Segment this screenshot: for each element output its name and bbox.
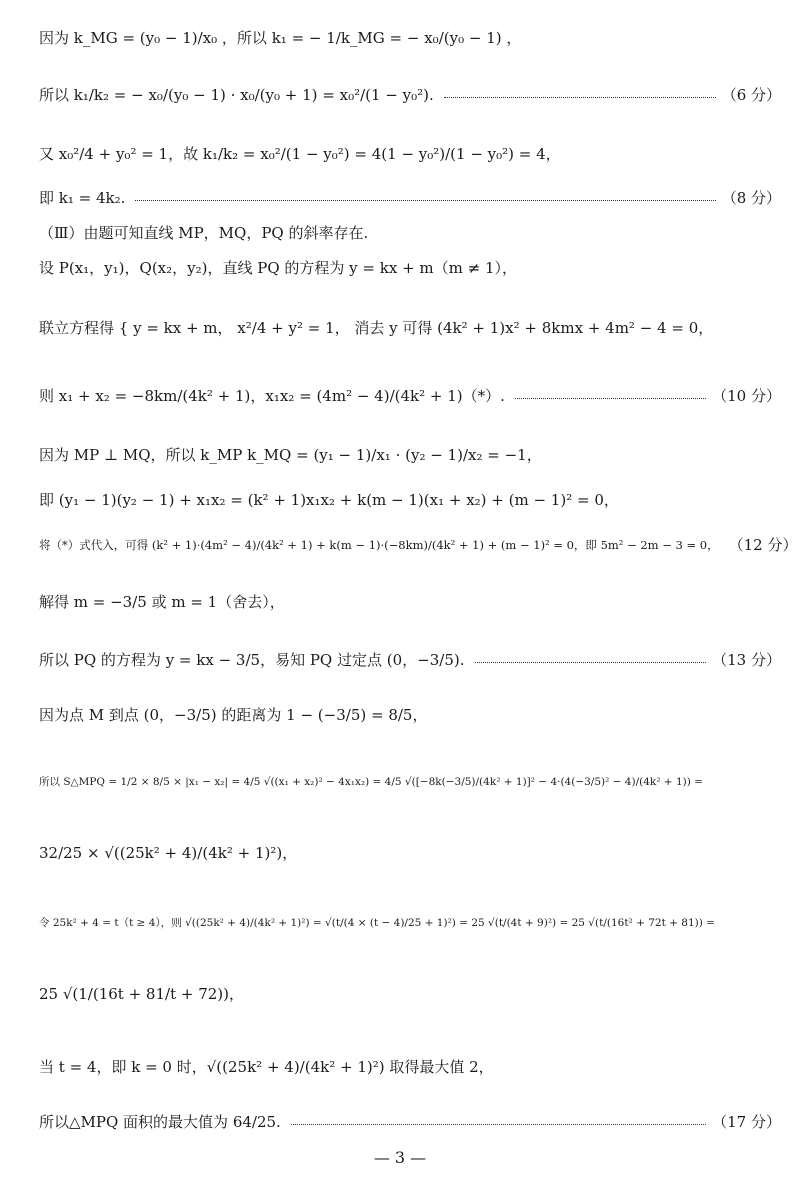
- line-text: 所以 k₁/k₂ = − x₀/(y₀ − 1) · x₀/(y₀ + 1) = x₀²/(1 − y₀²).: [39, 86, 434, 104]
- line-text: 当 t = 4，即 k = 0 时，√((25k² + 4)/(4k² + 1)²) 取得最大值 2，: [39, 1058, 494, 1076]
- leader-dots: [291, 1124, 706, 1125]
- solution-line-2: [39, 85, 781, 105]
- score-label: （12 分）: [728, 536, 798, 554]
- line-text: 则 x₁ + x₂ = −8km/(4k² + 1)，x₁x₂ = (4m² − 4)/(4k² + 1)（*）.: [39, 387, 505, 405]
- solution-line-1: [39, 28, 781, 48]
- solution-line-13: [39, 650, 781, 670]
- solution-line-8: [39, 386, 781, 406]
- line-text: 25 √(1/(16t + 81/t + 72))，: [39, 985, 244, 1003]
- solution-line-14: [39, 705, 781, 725]
- line-text: （Ⅲ）由题可知直线 MP，MQ，PQ 的斜率存在.: [39, 224, 369, 242]
- page-number: — 3 —: [373, 1148, 427, 1167]
- line-text: 32/25 × √((25k² + 4)/(4k² + 1)²)，: [39, 844, 298, 862]
- line-text: 因为 k_MG = (y₀ − 1)/x₀ ，所以 k₁ = − 1/k_MG = − x₀/(y₀ − 1) ，: [39, 29, 522, 47]
- line-text: 联立方程得 { y = kx + m， x²/4 + y² = 1， 消去 y 可得 (4k² + 1)x² + 8kmx + 4m² − 4 = 0，: [39, 319, 714, 337]
- solution-line-18: [39, 984, 781, 1004]
- solution-line-6: [39, 258, 781, 278]
- line-text: 令 25k² + 4 = t（t ≥ 4），则 √((25k² + 4)/(4k² + 1)²) = √(t/(4 × (t − 4)/25 + 1)²) = 25 √(t/(4t + 9)²) = 25 √(t/(16t² + 72t + 81)) =: [39, 917, 715, 929]
- score-label: （6 分）: [721, 86, 781, 104]
- solution-line-10: [39, 490, 781, 510]
- solution-line-15: [39, 772, 781, 792]
- solution-line-12: [39, 592, 781, 612]
- line-text: 所以△MPQ 面积的最大值为 64/25.: [39, 1113, 281, 1131]
- solution-line-20: [39, 1112, 781, 1132]
- score-label: （17 分）: [712, 1113, 781, 1131]
- line-text: 即 (y₁ − 1)(y₂ − 1) + x₁x₂ = (k² + 1)x₁x₂ + k(m − 1)(x₁ + x₂) + (m − 1)² = 0，: [39, 491, 619, 509]
- leader-dots: [135, 200, 715, 201]
- solution-line-19: [39, 1057, 781, 1077]
- solution-line-5: [39, 223, 781, 243]
- solution-line-16: [39, 843, 781, 863]
- line-text: 设 P(x₁，y₁)，Q(x₂，y₂)，直线 PQ 的方程为 y = kx + m（m ≠ 1），: [39, 259, 518, 277]
- line-text: 因为 MP ⊥ MQ，所以 k_MP k_MQ = (y₁ − 1)/x₁ · (y₂ − 1)/x₂ = −1，: [39, 446, 542, 464]
- leader-dots: [515, 398, 706, 399]
- solution-line-9: [39, 445, 781, 465]
- line-text: 又 x₀²/4 + y₀² = 1，故 k₁/k₂ = x₀²/(1 − y₀²) = 4(1 − y₀²)/(1 − y₀²) = 4，: [39, 145, 561, 163]
- solution-line-4: [39, 188, 781, 208]
- solution-line-17: [39, 913, 781, 933]
- line-text: 解得 m = −3/5 或 m = 1（舍去），: [39, 593, 285, 611]
- leader-dots: [475, 662, 707, 663]
- score-label: （10 分）: [712, 387, 781, 405]
- line-text: 所以 S△MPQ = 1/2 × 8/5 × |x₁ − x₂| = 4/5 √((x₁ + x₂)² − 4x₁x₂) = 4/5 √([−8k(−3/5)/(4k² + 1)]² − 4·(4(−3/5)² − 4)/(4k² + 1)) =: [39, 776, 703, 788]
- solution-line-11: [39, 535, 798, 555]
- line-text: 因为点 M 到点 (0，−3/5) 的距离为 1 − (−3/5) = 8/5，: [39, 706, 428, 724]
- solution-line-3: [39, 144, 781, 164]
- line-text: 将（*）式代入，可得 (k² + 1)·(4m² − 4)/(4k² + 1) + k(m − 1)·(−8km)/(4k² + 1) + (m − 1)² = 0，即 5m² − 2m − 3 = 0，: [39, 538, 719, 552]
- score-label: （8 分）: [721, 189, 781, 207]
- line-text: 即 k₁ = 4k₂.: [39, 189, 126, 207]
- solution-line-7: [39, 318, 781, 338]
- leader-dots: [444, 97, 716, 98]
- line-text: 所以 PQ 的方程为 y = kx − 3/5，易知 PQ 过定点 (0，−3/5).: [39, 651, 465, 669]
- score-label: （13 分）: [712, 651, 781, 669]
